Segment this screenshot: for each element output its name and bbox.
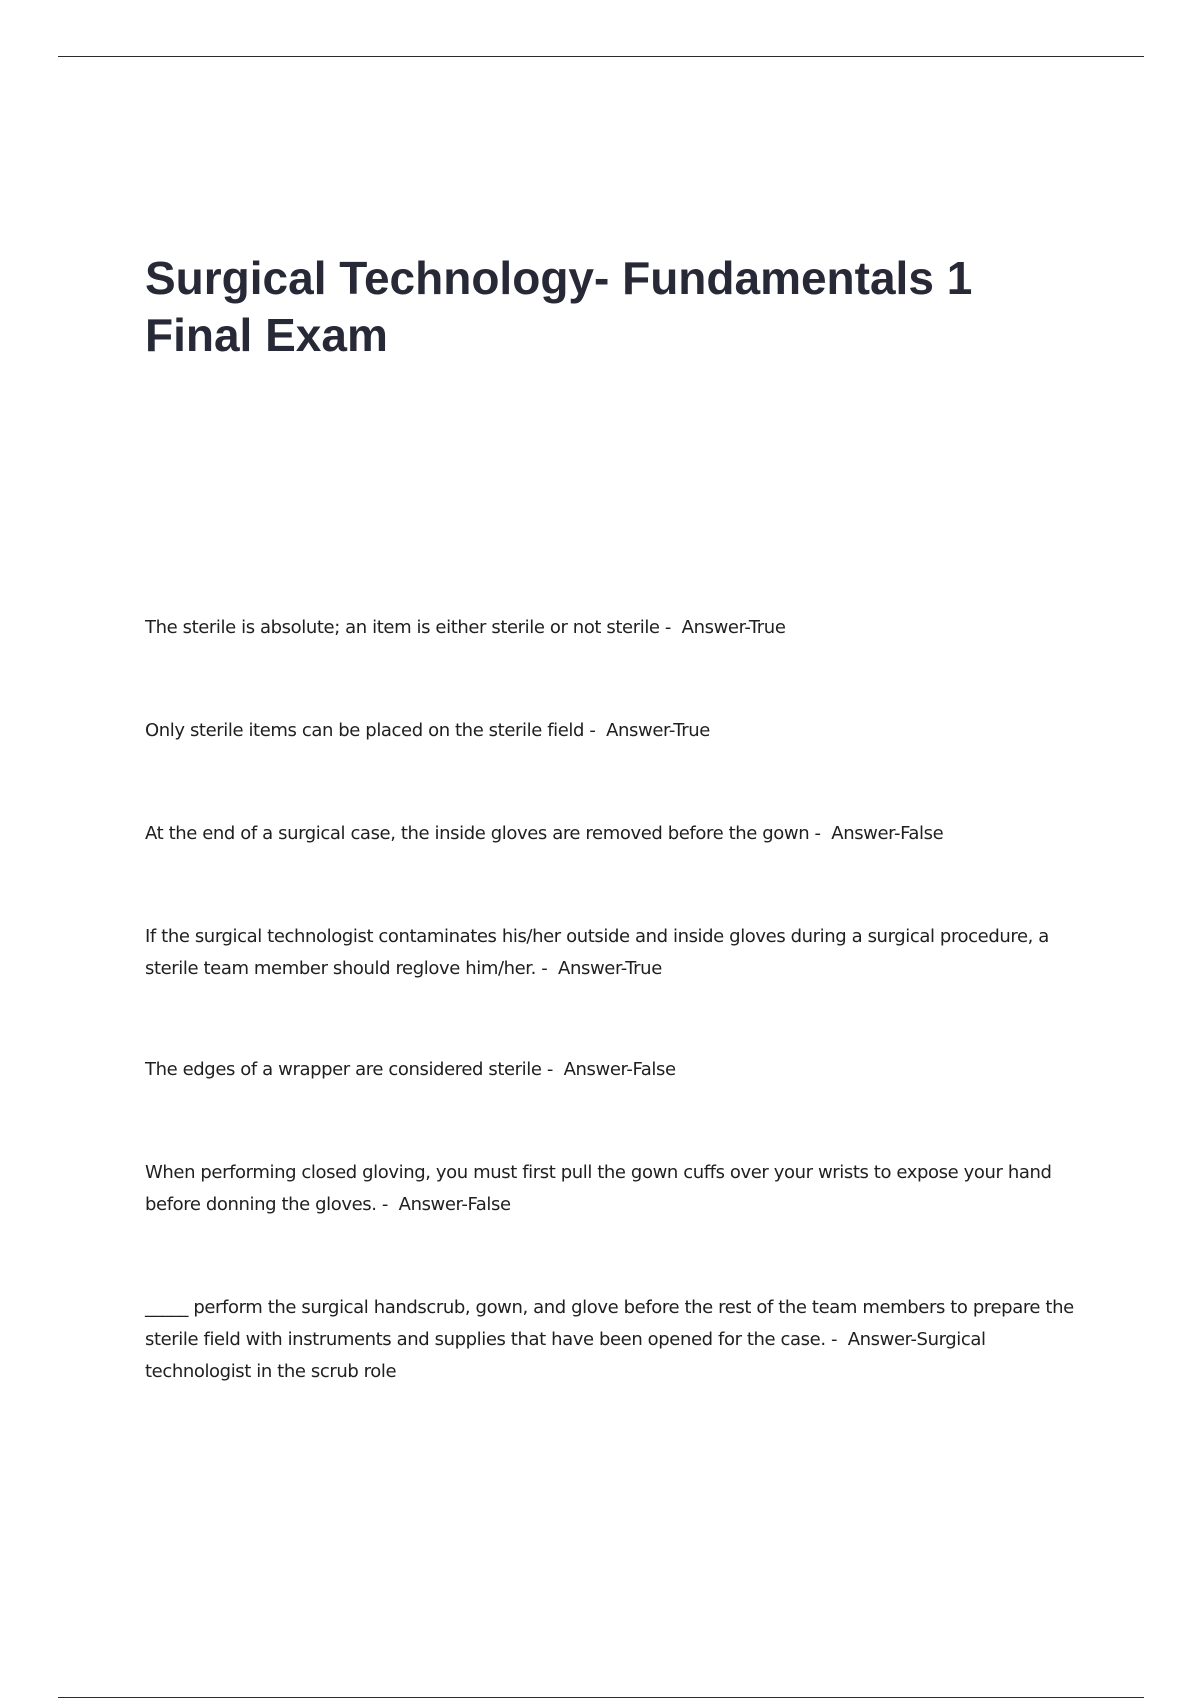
question-text: Only sterile items can be placed on the sterile field [145,720,585,741]
answer-text: Answer-Surgical technologist in the scrub role [145,1329,986,1382]
question-text: When performing closed gloving, you must first pull the gown cuffs over your wrists to expose your hand before donning the gloves. [145,1162,1052,1215]
qa-item: At the end of a surgical case, the inside gloves are removed before the gown - Answer-False [145,823,944,844]
qa-item: _____ perform the surgical handscrub, gown, and glove before the rest of the team members to prepare the sterile field with instruments and supplies that have been opened for the case. - Answer-Surgical technologist in the scrub role [145,1297,1074,1382]
answer-text: Answer-True [558,958,662,979]
qa-item: Only sterile items can be placed on the sterile field - Answer-True [145,720,710,741]
question-text: The edges of a wrapper are considered sterile [145,1059,542,1080]
top-rule [58,56,1144,57]
question-text: If the surgical technologist contaminates his/her outside and inside gloves during a surgical procedure, a sterile team member should reglove him/her. [145,926,1049,979]
qa-item: The edges of a wrapper are considered sterile - Answer-False [145,1059,676,1080]
answer-text: Answer-False [563,1059,676,1080]
answer-text: Answer-True [606,720,710,741]
answer-text: Answer-False [398,1194,511,1215]
question-text: _____ perform the surgical handscrub, gown, and glove before the rest of the team members to prepare the sterile field with instruments and supplies that have been opened for the case. [145,1297,1074,1350]
qa-item: When performing closed gloving, you must first pull the gown cuffs over your wrists to expose your hand before donning the gloves. - Answer-False [145,1162,1052,1215]
question-text: The sterile is absolute; an item is either sterile or not sterile [145,617,660,638]
answer-text: Answer-False [831,823,944,844]
answer-text: Answer-True [681,617,786,638]
qa-item: If the surgical technologist contaminates his/her outside and inside gloves during a surgical procedure, a sterile team member should reglove him/her. - Answer-True [145,926,1049,979]
question-text: At the end of a surgical case, the inside gloves are removed before the gown [145,823,810,844]
bottom-rule [58,1697,1144,1698]
qa-item: The sterile is absolute; an item is either sterile or not sterile - Answer-True [145,617,786,638]
document-title: Surgical Technology- Fundamentals 1 Final Exam [145,252,973,361]
